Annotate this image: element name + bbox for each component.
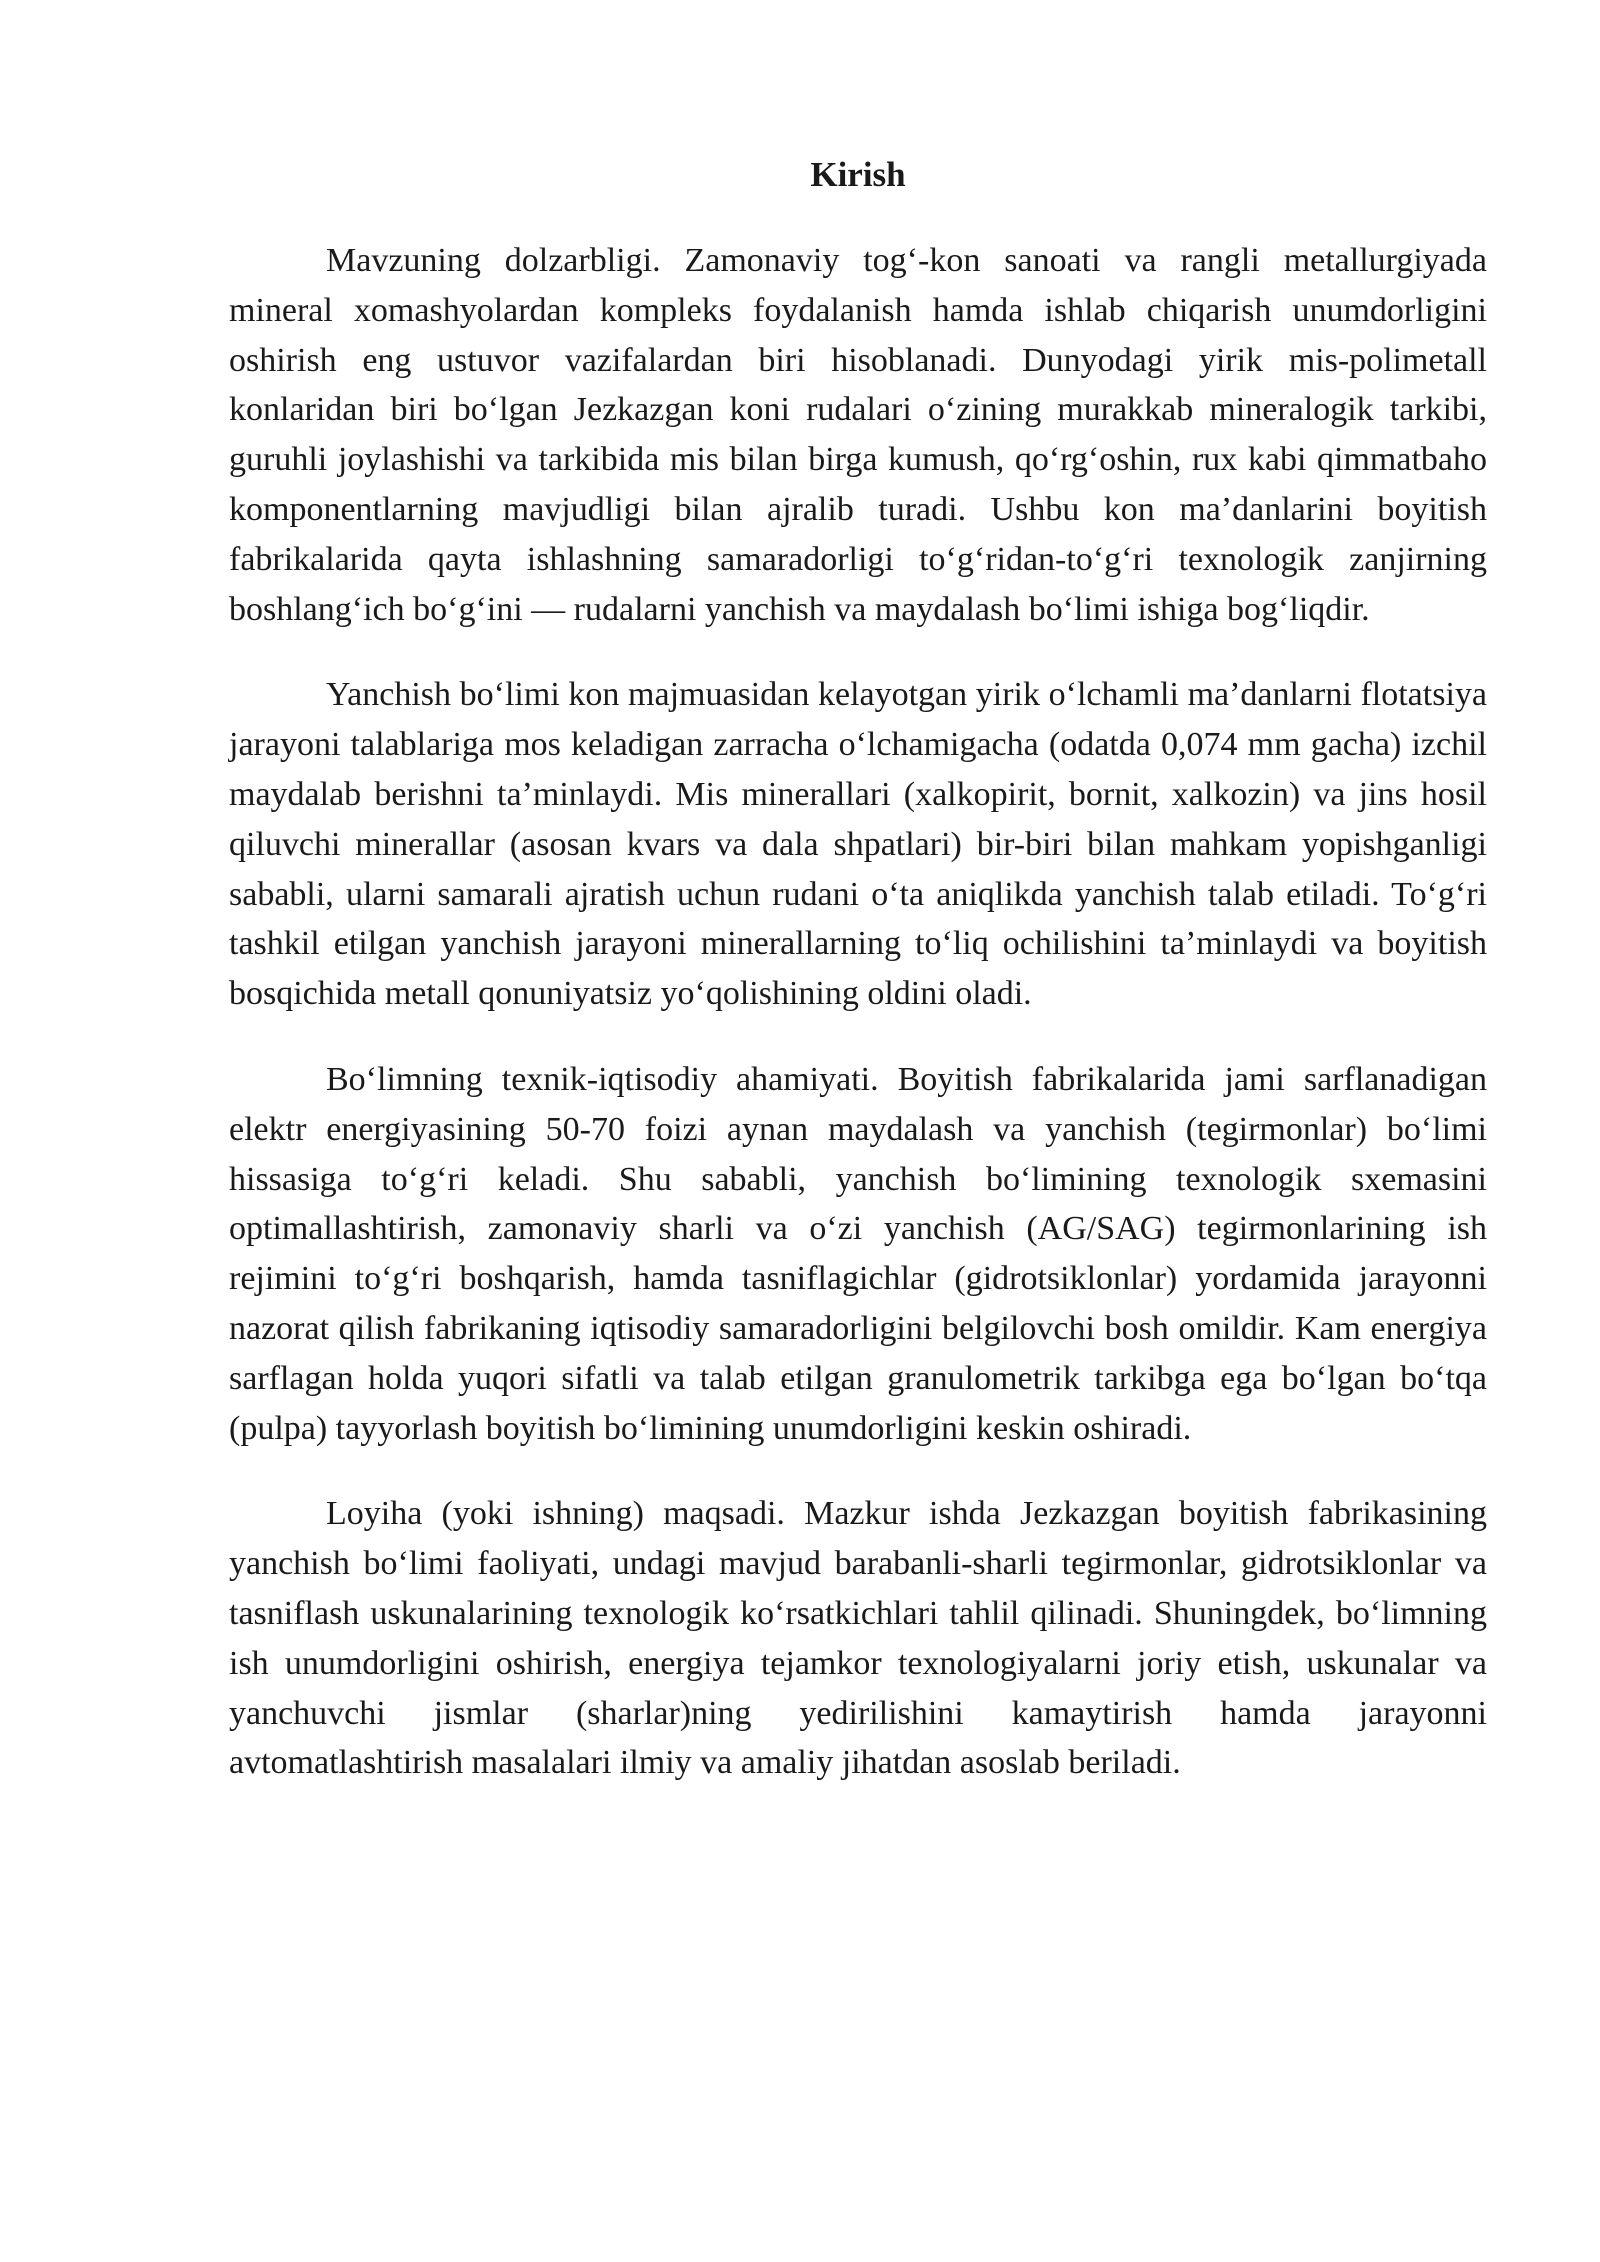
paragraph-project-goal: Loyiha (yoki ishning) maqsadi. Mazkur ishda Jezkazgan boyitish fabrikasining yanchish bo‘limi faoliyati, undagi mavjud barabanli-sharli tegirmonlar, gidrotsiklonlar va tasniflash uskunalarining texnologik ko‘rsatkichlari tahlil qilinadi. Shuningdek, bo‘limning ish unumdorligini oshirish, energiya tejamkor texnologiyalarni joriy etish, uskunalar va yanchuvchi jismlar (sharlar)ning yedirilishini kamaytirish hamda jarayonni avtomatlashtirish masalalari ilmiy va amaliy jihatdan asoslab beriladi. xyxy=(229,1495,1487,1782)
paragraph-relevance: Mavzuning dolzarbligi. Zamonaviy tog‘-kon sanoati va rangli metallurgiyada mineral xomashyolardan kompleks foydalanish hamda ishlab chiqarish unumdorligini oshirish eng ustuvor vazifalardan biri hisoblanadi. Dunyodagi yirik mis-polimetall konlaridan biri bo‘lgan Jezkazgan koni rudalari o‘zining murakkab mineralogik tarkibi, guruhli joylashishi va tarkibida mis bilan birga kumush, qo‘rg‘oshin, rux kabi qimmatbaho komponentlarning mavjudligi bilan ajralib turadi. Ushbu kon ma’danlarini boyitish fabrikalarida qayta ishlashning samaradorligi to‘g‘ridan-to‘g‘ri texnologik zanjirning boshlang‘ich bo‘g‘ini — rudalarni yanchish va maydalash bo‘limi ishiga bog‘liqdir. xyxy=(229,242,1487,628)
paragraph-grinding-section: Yanchish bo‘limi kon majmuasidan kelayotgan yirik o‘lchamli ma’danlarni flotatsiya jarayoni talablariga mos keladigan zarracha o‘lchamigacha (odatda 0,074 mm gacha) izchil maydalab berishni ta’minlaydi. Mis minerallari (xalkopirit, bornit, xalkozin) va jins hosil qiluvchi minerallar (asosan kvars va dala shpatlari) bir-biri bilan mahkam yopishganligi sababli, ularni samarali ajratish uchun rudani o‘ta aniqlikda yanchish talab etiladi. To‘g‘ri tashkil etilgan yanchish jarayoni minerallarning to‘liq ochilishini ta’minlaydi va boyitish bosqichida metall qonuniyatsiz yo‘qolishining oldini oladi. xyxy=(229,676,1487,1013)
document-title: Kirish xyxy=(810,155,906,194)
document-page xyxy=(229,150,1487,1788)
paragraph-economic-importance: Bo‘limning texnik-iqtisodiy ahamiyati. Boyitish fabrikalarida jami sarflanadigan elektr energiyasining 50-70 foizi aynan maydalash va yanchish (tegirmonlar) bo‘limi hissasiga to‘g‘ri keladi. Shu sababli, yanchish bo‘limining texnologik sxemasini optimallashtirish, zamonaviy sharli va o‘zi yanchish (AG/SAG) tegirmonlarining ish rejimini to‘g‘ri boshqarish, hamda tasniflagichlar (gidrotsiklonlar) yordamida jarayonni nazorat qilish fabrikaning iqtisodiy samaradorligini belgilovchi bosh omildir. Kam energiya sarflagan holda yuqori sifatli va talab etilgan granulometrik tarkibga ega bo‘lgan bo‘tqa (pulpa) tayyorlash boyitish bo‘limining unumdorligini keskin oshiradi. xyxy=(229,1060,1487,1447)
